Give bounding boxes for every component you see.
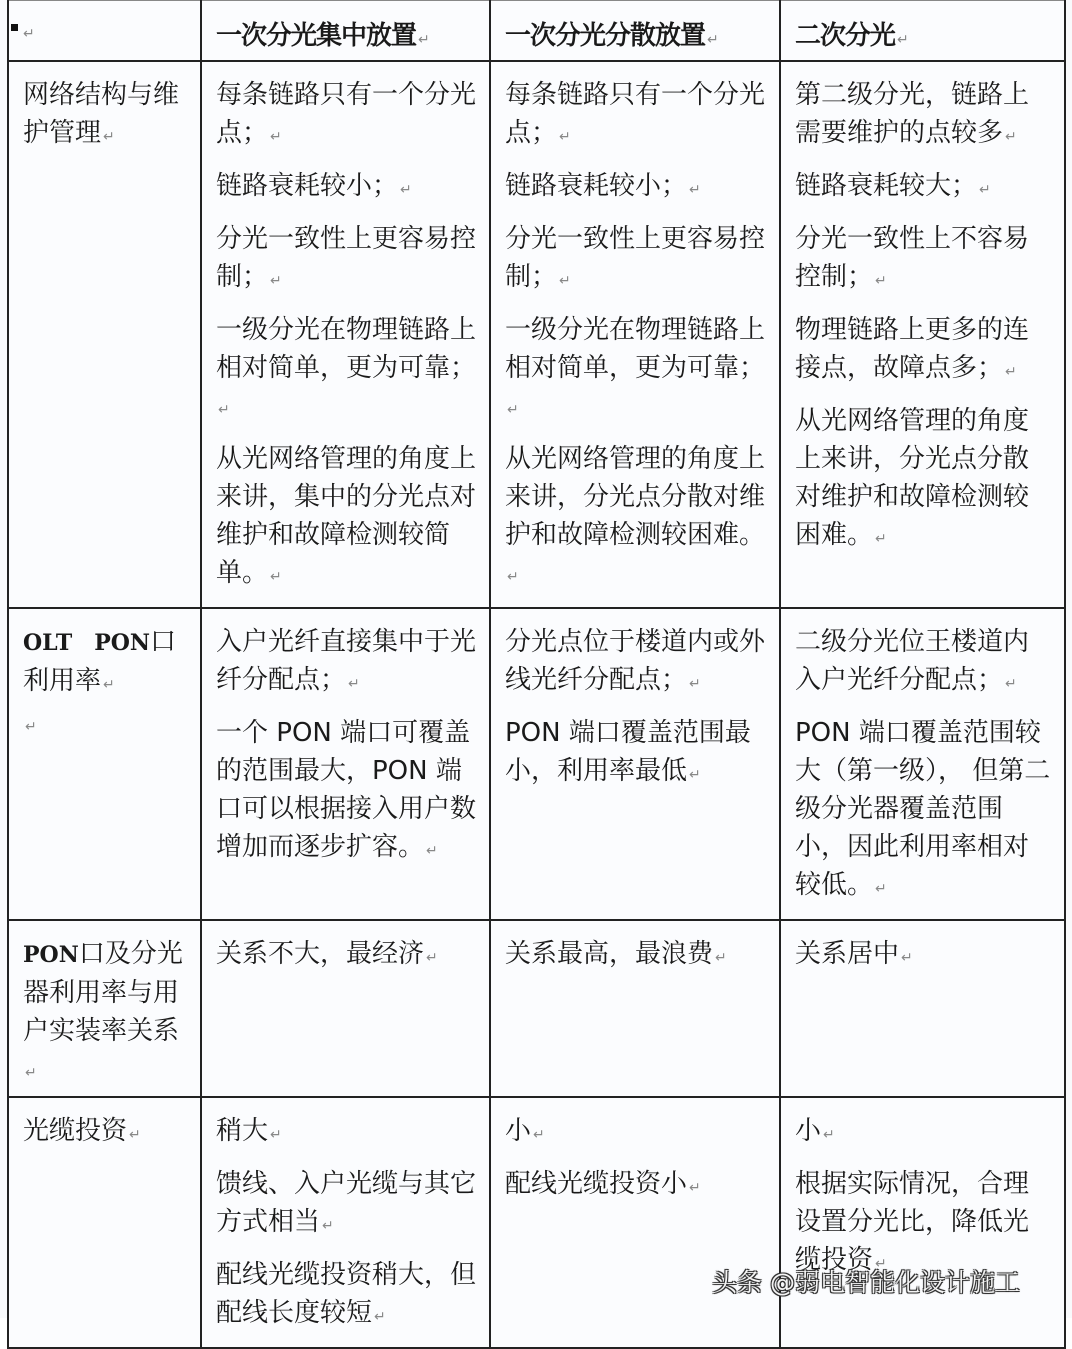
table-row [8, 1097, 1065, 1348]
row-header-cell: OLT PON口利用率 ↵ ↵ [8, 608, 201, 920]
table-cell: 关系居中 ↵ [780, 920, 1065, 1097]
table-cell: 二级分光位王楼道内入户光纤分配点； ↵ PON 端口覆盖范围较大（第一级）， 但第二级分光器覆盖范围小，因此利用率相对较低。 ↵ [780, 608, 1065, 920]
paragraph-mark-icon: ↵ [426, 842, 438, 859]
paragraph-mark-icon: ↵ [25, 718, 37, 735]
paragraph-mark-icon: ↵ [559, 128, 571, 145]
paragraph-mark-icon: ↵ [103, 676, 115, 693]
paragraph-mark-icon: ↵ [533, 1126, 545, 1143]
paragraph-mark-icon: ↵ [689, 675, 701, 692]
paragraph-mark-icon: ↵ [25, 1064, 37, 1081]
table-cell: 稍大 ↵ 馈线、入户光缆与其它方式相当 ↵ 配线光缆投资稍大，但配线长度较短 ↵ [201, 1097, 490, 1348]
paragraph-mark-icon: ↵ [270, 1126, 282, 1143]
paragraph-mark-icon: ↵ [103, 128, 115, 145]
paragraph-mark-icon: ↵ [897, 32, 908, 48]
paragraph-mark-icon: ↵ [23, 26, 34, 42]
paragraph-mark-icon: ↵ [1005, 128, 1017, 145]
paragraph-mark-icon: ↵ [979, 181, 991, 198]
paragraph-mark-icon: ↵ [901, 949, 913, 966]
row-header-cell: 光缆投资 ↵ [8, 1097, 201, 1348]
paragraph-mark-icon: ↵ [1005, 363, 1017, 380]
table-cell: 小 ↵ 配线光缆投资小 ↵ [490, 1097, 780, 1348]
header-col-two-stage: 二次分光 ↵ [780, 1, 1065, 61]
header-corner-cell [8, 1, 201, 61]
paragraph-mark-icon: ↵ [374, 1308, 386, 1325]
paragraph-mark-icon: ↵ [270, 568, 282, 585]
table-cell: 第二级分光，链路上需要维护的点较多 ↵ 链路衰耗较大； ↵ 分光一致性上不容易控制； ↵ 物理链路上更多的连接点，故障点多； ↵ 从光网络管理的角度上来讲，分光点分散对维护和故障检测较困难。 ↵ [780, 61, 1065, 608]
paragraph-mark-icon: ↵ [823, 1126, 835, 1143]
table-cell: 分光点位于楼道内或外线光纤分配点； ↵ PON 端口覆盖范围最小，利用率最低 ↵ [490, 608, 780, 920]
bullet-marker-icon [11, 24, 18, 31]
table-cell: 每条链路只有一个分光点； ↵ 链路衰耗较小； ↵ 分光一致性上更容易控制； ↵ 一级分光在物理链路上相对简单，更为可靠；↵ 从光网络管理的角度上来讲，分光点分散对维护和故障检测较困难。↵ [490, 61, 780, 608]
paragraph-mark-icon: ↵ [218, 401, 230, 418]
paragraph-mark-icon: ↵ [507, 401, 519, 418]
paragraph-mark-icon: ↵ [689, 1179, 701, 1196]
paragraph-mark-icon: ↵ [689, 181, 701, 198]
paragraph-mark-icon: ↵ [875, 880, 887, 897]
paragraph-mark-icon: ↵ [715, 949, 727, 966]
table-cell: 每条链路只有一个分光点； ↵ 链路衰耗较小； ↵ 分光一致性上更容易控制； ↵ 一级分光在物理链路上相对简单，更为可靠；↵ 从光网络管理的角度上来讲，集中的分光点对维护和故障检测较简单。 ↵ [201, 61, 490, 608]
paragraph-mark-icon: ↵ [507, 568, 519, 585]
paragraph-mark-icon: ↵ [129, 1126, 141, 1143]
row-header-cell: PON口及分光器利用率与用户实装率关系↵ [8, 920, 201, 1097]
table-row [8, 920, 1065, 1097]
paragraph-mark-icon: ↵ [559, 272, 571, 289]
paragraph-mark-icon: ↵ [875, 1255, 887, 1272]
paragraph-mark-icon: ↵ [418, 32, 429, 48]
paragraph-mark-icon: ↵ [875, 272, 887, 289]
paragraph-mark-icon: ↵ [1005, 675, 1017, 692]
comparison-table [7, 0, 1066, 1349]
row-header-cell: 网络结构与维护管理 ↵ [8, 61, 201, 608]
header-col-centralized: 一次分光集中放置 ↵ [201, 1, 490, 61]
paragraph-mark-icon: ↵ [707, 32, 718, 48]
paragraph-mark-icon: ↵ [875, 530, 887, 547]
paragraph-mark-icon: ↵ [689, 766, 701, 783]
table-row [8, 61, 1065, 608]
paragraph-mark-icon: ↵ [348, 675, 360, 692]
table-cell: 入户光纤直接集中于光纤分配点； ↵ 一个 PON 端口可覆盖的范围最大，PON 端口可以根据接入用户数增加而逐步扩容。 ↵ [201, 608, 490, 920]
paragraph-mark-icon: ↵ [270, 128, 282, 145]
paragraph-mark-icon: ↵ [400, 181, 412, 198]
paragraph-mark-icon: ↵ [270, 272, 282, 289]
table-row [8, 608, 1065, 920]
paragraph-mark-icon: ↵ [426, 949, 438, 966]
table-header-row [8, 1, 1065, 61]
table-cell: 关系不大，最经济 ↵ [201, 920, 490, 1097]
paragraph-mark-icon: ↵ [322, 1217, 334, 1234]
table-cell: 关系最高，最浪费 ↵ [490, 920, 780, 1097]
watermark-label: 头条 @弱电智能化设计施工 [712, 1268, 1020, 1297]
header-col-distributed: 一次分光分散放置 ↵ [490, 1, 780, 61]
table-cell: 小 ↵ 根据实际情况，合理设置分光比，降低光缆投资 ↵ [780, 1097, 1065, 1348]
